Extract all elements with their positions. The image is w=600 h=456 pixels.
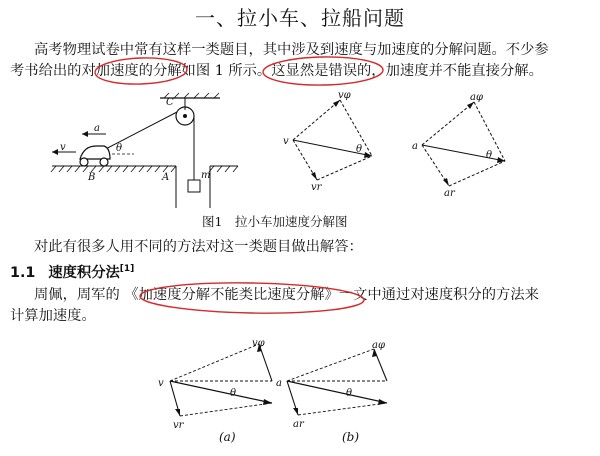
intro-line-2: 考书给出的对加速度的分解如图 1 所示。这显然是错误的，加速度并不能直接分解。 [10,63,543,79]
acc-aphi-label: aφ [470,92,483,103]
section-number: 1.1 [10,265,36,281]
cart-B-label: B [88,172,96,183]
fig2a-theta-label: θ [230,388,237,399]
acc-theta-label: θ [486,150,493,161]
figure-1-caption: 图1 拉小车加速度分解图 [202,214,348,229]
paragraph-3-line-2: 计算加速度。 [10,308,96,324]
cart-v-label: v [60,142,66,153]
vel-vr-label: vr [311,182,322,193]
figure-1 [0,88,600,223]
figure-2 [0,330,600,456]
velocity-decomposition-diagram [283,90,372,193]
acceleration-decomposition-diagram [412,92,505,199]
figure-2a-velocity-diagram [158,338,272,444]
intro-line-1: 高考物理试卷中常有这样一类题目，其中涉及到速度与加速度的分解问题。不少参 [34,42,549,58]
pulley-C-label: C [166,97,174,108]
fig2a-caption: (a) [219,430,236,444]
acc-ar-label: ar [444,188,455,199]
section-ref: [1] [119,264,135,275]
vel-v-label: v [283,136,289,147]
cart-a-label: a [94,123,100,134]
page-title: 一、拉小车、拉船问题 [195,6,405,30]
fig2b-caption: (b) [342,430,360,444]
vel-vphi-label: vφ [338,90,351,101]
figure-2b-acceleration-diagram [276,340,387,444]
paragraph-2: 对此有很多人用不同的方法对这一类题目做出解答： [34,239,363,255]
cart-theta-label: θ [116,143,123,154]
vel-theta-label: θ [356,144,363,155]
section-title: 速度积分法 [48,265,120,281]
fig2b-a-label: a [276,378,282,389]
annotation-ellipse [263,56,383,86]
para3-annotations [0,270,600,330]
cart-diagram [51,93,238,208]
annotation-ellipse [140,281,364,315]
fig2a-vr-label: vr [173,420,184,431]
paragraph-3-line-1: 周佩，周军的 《加速度分解不能类比速度分解》一文中通过对速度积分的方法来 [34,287,539,303]
fig2a-vphi-label: vφ [252,338,265,349]
annotation-ellipse [95,56,188,85]
acc-a-label: a [412,141,418,152]
fig2b-theta-label: θ [346,388,353,399]
fig2b-ar-label: ar [293,419,304,430]
pit-A-label: A [162,172,170,183]
fig2b-aphi-label: aφ [372,340,385,351]
mass-m-label: m [201,170,211,181]
fig2a-v-label: v [158,378,164,389]
